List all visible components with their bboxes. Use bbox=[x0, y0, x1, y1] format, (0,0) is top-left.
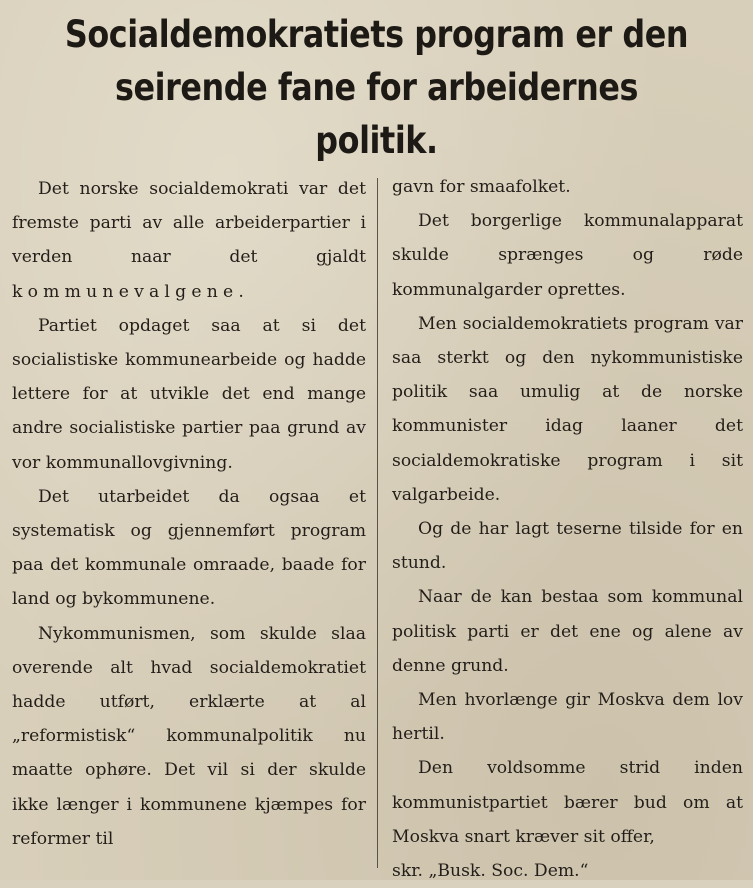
left-paragraph-1-end: . bbox=[238, 281, 244, 302]
left-paragraph-4: Nykommunismen, som skulde slaa overende alt hvad socialdemokratiet hadde utført, erklærte at al „reformistisk“ kommunalpolitik nu maatte ophøre. Det vil si der skulde ikke længer i kommunene kjæmpes for reformer til bbox=[12, 623, 366, 849]
right-paragraph-3: Og de har lagt teserne tilside for en stund. bbox=[392, 519, 743, 574]
right-column bbox=[392, 170, 743, 888]
left-column bbox=[12, 172, 366, 856]
left-paragraph-1-text: Det norske socialdemokrati var det fremste parti av alle arbeiderpartier i verden naar det gjaldt bbox=[12, 179, 366, 268]
column-divider bbox=[377, 178, 378, 868]
left-paragraph-2: Partiet opdaget saa at si det socialistiske kommunearbeide og hadde lettere for at utvikle det end mange andre socialistiske partier paa grund av vor kommunallovgivning. bbox=[12, 315, 366, 473]
headline-line-1: Socialdemokratiets program er den bbox=[64, 13, 689, 56]
right-paragraph-continued: gavn for smaafolket. bbox=[392, 177, 571, 197]
left-paragraph-1 bbox=[12, 172, 366, 309]
headline-line-2: seirende fane for arbeidernes bbox=[114, 66, 639, 109]
right-paragraph-6: Den voldsomme strid inden kommunistpartiet bærer bud om at Moskva snart kræver sit offer, bbox=[392, 758, 743, 847]
signature: skr. „Busk. Soc. Dem.“ bbox=[392, 861, 589, 882]
headline-line-3: politik. bbox=[315, 119, 438, 162]
spaced-word: kommunevalgene bbox=[12, 281, 239, 302]
right-paragraph-2: Men socialdemokratiets program var saa sterkt og den nykommunistiske politik saa umulig at de norske kommunister idag laaner det socialdemokratiske program i sit valgarbeide. bbox=[392, 313, 743, 505]
article-headline bbox=[61, 8, 691, 167]
left-paragraph-3: Det utarbeidet da ogsaa et systematisk og gjennemført program paa det kommunale omraade, baade for land og bykommunene. bbox=[12, 486, 366, 610]
right-paragraph-5: Men hvorlænge gir Moskva dem lov hertil. bbox=[392, 690, 743, 745]
right-paragraph-4: Naar de kan bestaa som kommunal politisk parti er det ene og alene av denne grund. bbox=[392, 587, 743, 676]
right-paragraph-1: Det borgerlige kommunalapparat skulde sprænges og røde kommunalgarder oprettes. bbox=[392, 211, 743, 300]
